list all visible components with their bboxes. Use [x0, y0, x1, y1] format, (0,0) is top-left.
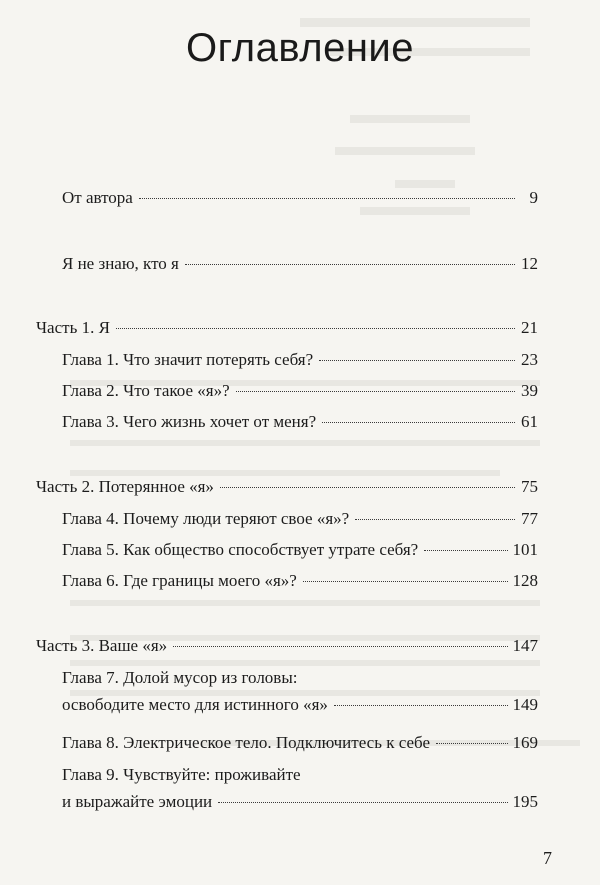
dot-leader: [116, 328, 515, 329]
toc-entry-page: 39: [521, 381, 538, 400]
toc-entry-page: 9: [529, 188, 538, 207]
toc-entry-chapter-3[interactable]: [62, 412, 538, 432]
toc-entry-label: Глава 2. Что такое «я»?: [62, 381, 230, 400]
dot-leader: [436, 743, 508, 744]
toc-entry-label: и выражайте эмоции: [62, 792, 213, 811]
toc-entry-chapter-1[interactable]: [62, 350, 538, 370]
dot-leader: [220, 487, 515, 488]
toc-entry-page: 128: [512, 571, 538, 590]
toc-entry-label: Часть 2. Потерянное «я»: [36, 477, 214, 496]
toc-entry-label: Глава 5. Как общество способствует утрате себя?: [62, 540, 419, 559]
page-title: Оглавление: [185, 26, 414, 70]
toc-entry-chapter-5[interactable]: [62, 540, 538, 560]
dot-leader: [236, 391, 515, 392]
toc-entry-chapter-9[interactable]: [62, 792, 538, 812]
toc-entry-from-author[interactable]: [62, 188, 538, 208]
toc-entry-part-3[interactable]: [36, 636, 538, 656]
toc-entry-label: Часть 1. Я: [36, 318, 110, 337]
toc-entry-label: освободите место для истинного «я»: [62, 695, 328, 714]
toc-entry-label: Часть 3. Ваше «я»: [36, 636, 168, 655]
dot-leader: [319, 360, 515, 361]
toc-entry-chapter-4[interactable]: [62, 509, 538, 529]
toc-entry-chapter-8[interactable]: [62, 733, 538, 753]
page-number: 7: [543, 848, 552, 868]
toc-entry-page: 101: [512, 540, 538, 559]
toc-entry-page: 169: [512, 733, 538, 752]
toc-entry-chapter-9-first-line[interactable]: Глава 9. Чувствуйте: проживайте: [62, 765, 301, 784]
toc-entry-label: Глава 6. Где границы моего «я»?: [62, 571, 297, 590]
toc-entry-part-2[interactable]: [36, 477, 538, 497]
dot-leader: [322, 422, 515, 423]
toc-entry-page: 23: [521, 350, 538, 369]
toc-entry-page: 195: [512, 792, 538, 811]
dot-leader: [218, 802, 507, 803]
toc-entry-part-1[interactable]: [36, 318, 538, 338]
dot-leader: [355, 519, 515, 520]
toc-entry-page: 12: [521, 254, 538, 273]
toc-entry-page: 21: [521, 318, 538, 337]
toc-entry-label: Глава 3. Чего жизнь хочет от меня?: [62, 412, 317, 431]
toc-entry-label: Глава 8. Электрическое тело. Подключитесь к себе: [62, 733, 430, 752]
toc-entry-label: Глава 1. Что значит потерять себя?: [62, 350, 314, 369]
toc-entry-intro[interactable]: [62, 254, 538, 274]
toc-entry-page: 149: [512, 695, 538, 714]
dot-leader: [173, 646, 507, 647]
dot-leader: [185, 264, 515, 265]
toc-entry-chapter-7[interactable]: [62, 695, 538, 715]
toc-entry-page: 77: [521, 509, 538, 528]
toc-entry-page: 61: [521, 412, 538, 431]
dot-leader: [139, 198, 515, 199]
toc-entry-label: Я не знаю, кто я: [62, 254, 179, 273]
toc-entry-chapter-2[interactable]: [62, 381, 538, 401]
toc-entry-label: Глава 4. Почему люди теряют свое «я»?: [62, 509, 350, 528]
toc-entry-page: 75: [521, 477, 538, 496]
toc-entry-chapter-7-first-line[interactable]: Глава 7. Долой мусор из головы:: [62, 668, 298, 687]
toc-entry-label: От автора: [62, 188, 133, 207]
toc-entry-chapter-6[interactable]: [62, 571, 538, 591]
dot-leader: [334, 705, 508, 706]
toc-entry-page: 147: [512, 636, 538, 655]
dot-leader: [303, 581, 508, 582]
dot-leader: [424, 550, 507, 551]
